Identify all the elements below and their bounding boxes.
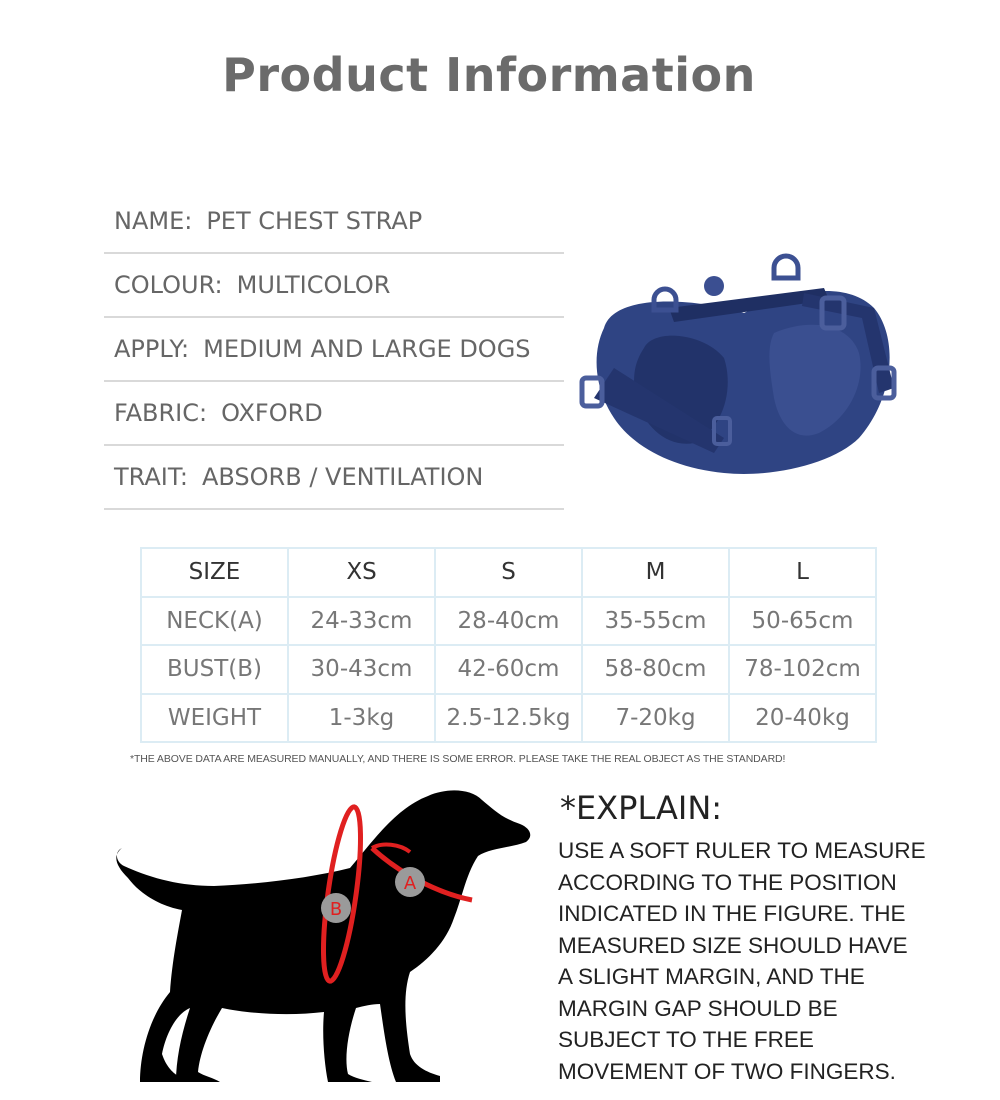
harness-image bbox=[574, 238, 914, 498]
explain-line: USE A SOFT RULER TO MEASURE bbox=[558, 838, 926, 863]
info-label: APPLY: bbox=[114, 335, 190, 363]
table-header-cell: L bbox=[729, 548, 876, 597]
info-row-fabric bbox=[104, 382, 564, 446]
explain-line: INDICATED IN THE FIGURE. THE bbox=[558, 901, 906, 926]
table-header-cell: M bbox=[582, 548, 729, 597]
measurement-note: *THE ABOVE DATA ARE MEASURED MANUALLY, AND THERE IS SOME ERROR. PLEASE TAKE THE REAL OBJECT AS THE STANDARD! bbox=[130, 753, 786, 765]
info-row-trait bbox=[104, 446, 564, 510]
table-cell: NECK(A) bbox=[141, 597, 288, 646]
info-label: COLOUR: bbox=[114, 271, 223, 299]
table-cell: 20-40kg bbox=[729, 694, 876, 743]
table-cell: 35-55cm bbox=[582, 597, 729, 646]
table-cell: WEIGHT bbox=[141, 694, 288, 743]
size-table bbox=[140, 547, 877, 743]
product-info-list bbox=[104, 190, 564, 510]
info-value: MEDIUM AND LARGE DOGS bbox=[203, 335, 531, 363]
table-cell: 1-3kg bbox=[288, 694, 435, 743]
table-cell: 58-80cm bbox=[582, 645, 729, 694]
explain-title: *EXPLAIN: bbox=[560, 789, 723, 827]
info-row-colour bbox=[104, 254, 564, 318]
info-row-apply bbox=[104, 318, 564, 382]
info-value: OXFORD bbox=[221, 399, 323, 427]
table-header-row bbox=[141, 548, 876, 597]
info-row-name bbox=[104, 190, 564, 254]
info-value: PET CHEST STRAP bbox=[206, 207, 423, 235]
table-cell: 24-33cm bbox=[288, 597, 435, 646]
info-value: ABSORB / VENTILATION bbox=[201, 463, 484, 491]
info-label: TRAIT: bbox=[114, 463, 188, 491]
table-cell: 7-20kg bbox=[582, 694, 729, 743]
explain-line: ACCORDING TO THE POSITION bbox=[558, 869, 897, 895]
dog-measure-diagram bbox=[110, 782, 540, 1082]
marker-a: A bbox=[403, 873, 417, 894]
table-cell: 2.5-12.5kg bbox=[435, 694, 582, 743]
explain-text bbox=[558, 835, 978, 1087]
explain-line: SUBJECT TO THE FREE bbox=[558, 1027, 814, 1052]
table-row bbox=[141, 597, 876, 646]
table-cell: BUST(B) bbox=[141, 645, 288, 694]
explain-line: MOVEMENT OF TWO FINGERS. bbox=[558, 1058, 896, 1084]
info-label: NAME: bbox=[114, 207, 193, 235]
table-cell: 42-60cm bbox=[435, 645, 582, 694]
table-header-cell: XS bbox=[288, 548, 435, 597]
explain-line: MARGIN GAP SHOULD BE bbox=[558, 995, 838, 1021]
table-cell: 78-102cm bbox=[729, 645, 876, 694]
info-label: FABRIC: bbox=[114, 399, 208, 427]
table-header-cell: SIZE bbox=[141, 548, 288, 597]
table-row bbox=[141, 645, 876, 694]
table-header-cell: S bbox=[435, 548, 582, 597]
info-value: MULTICOLOR bbox=[236, 271, 391, 299]
table-row bbox=[141, 694, 876, 743]
marker-b: B bbox=[329, 899, 343, 920]
table-cell: 28-40cm bbox=[435, 597, 582, 646]
table-cell: 50-65cm bbox=[729, 597, 876, 646]
explain-line: A SLIGHT MARGIN, AND THE bbox=[558, 964, 865, 989]
explain-line: MEASURED SIZE SHOULD HAVE bbox=[558, 932, 908, 958]
page-title: Product Information bbox=[222, 48, 756, 102]
table-cell: 30-43cm bbox=[288, 645, 435, 694]
